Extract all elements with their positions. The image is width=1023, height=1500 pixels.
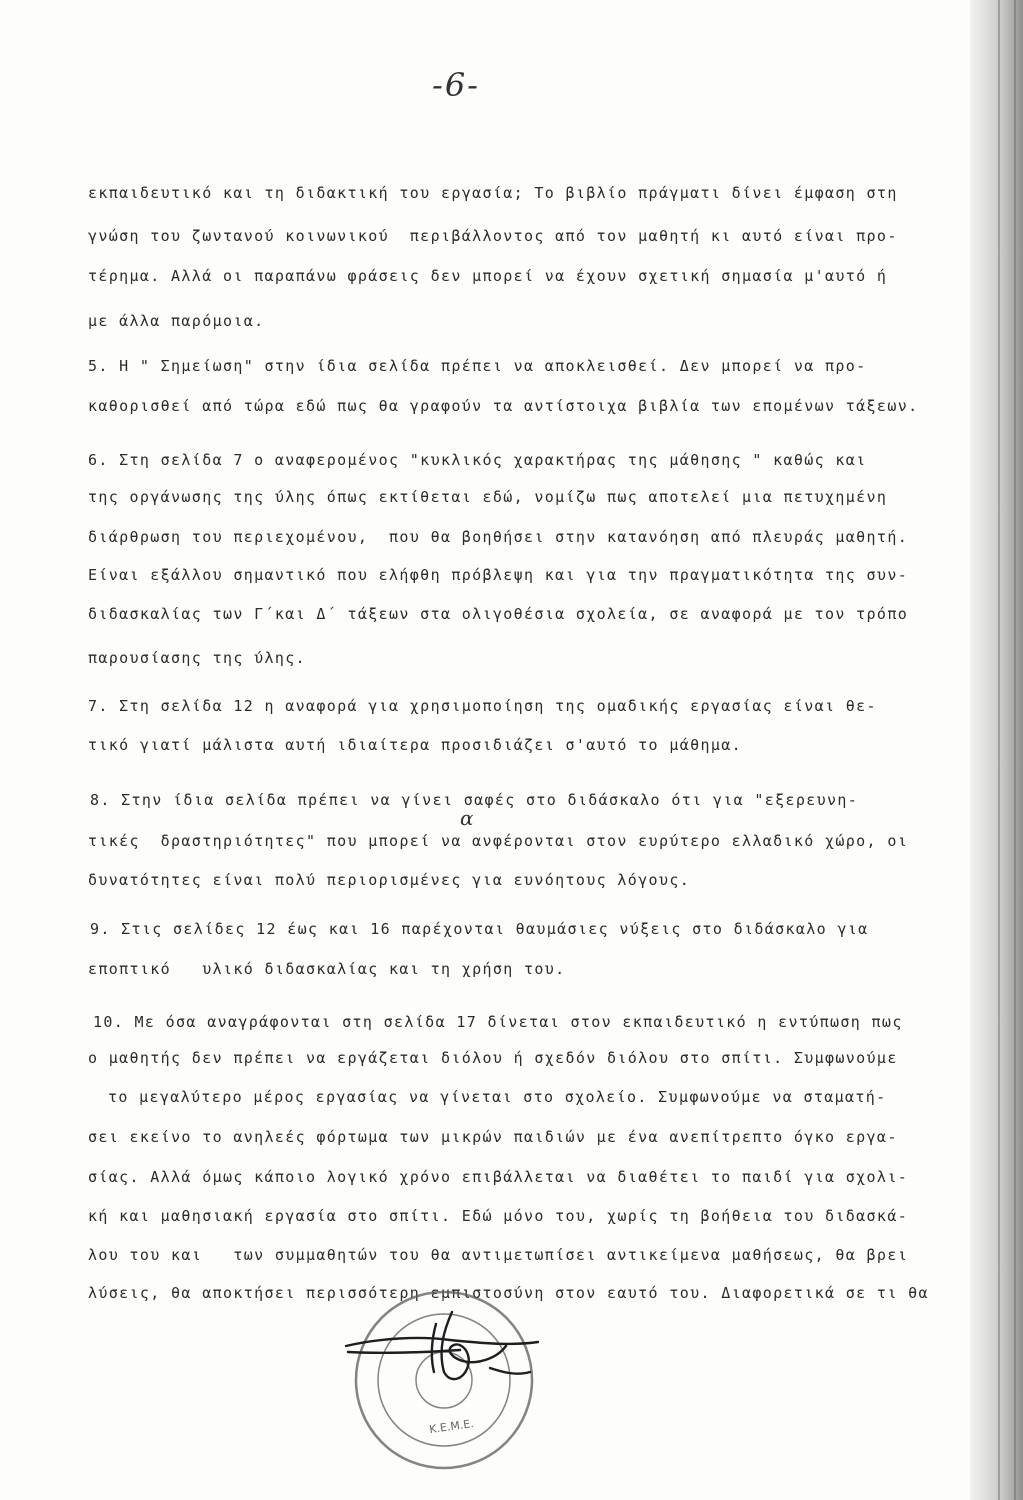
paragraph-7-line: τικό γιατί μάλιστα αυτή ιδιαίτερα προσιδιάζει σ'αυτό το μάθημα. (88, 736, 742, 754)
paragraph-10-line: κή και μαθησιακή εργασία στο σπίτι. Εδώ μόνο του, χωρίς τη βοήθεια του διδασκά- (88, 1207, 909, 1225)
paragraph-6-line: της οργάνωσης της ύλης όπως εκτίθεται εδώ, νομίζω πως αποτελεί μια πετυχημένη (88, 488, 888, 506)
text-line: εκπαιδευτικό και τη διδακτική του εργασία; Το βιβλίο πράγματι δίνει έμφαση στη (88, 184, 898, 202)
page-number: -6- (432, 66, 480, 104)
text-line: με άλλα παρόμοια. (88, 312, 265, 330)
paragraph-9-line: εποπτικό υλικό διδασκαλίας και τη χρήση του. (88, 960, 566, 978)
paragraph-10-line: το μεγαλύτερο μέρος εργασίας να γίνεται στο σχολείο. Συμφωνούμε να σταματή- (108, 1088, 887, 1106)
text-line: γνώση του ζωντανού κοινωνικού περιβάλλοντος από τον μαθητή κι αυτό είναι προ- (88, 227, 898, 245)
paragraph-10-line: λύσεις, θα αποκτήσει περισσότερη εμπιστοσύνη στον εαυτό του. Διαφορετικά σε τι θα (88, 1284, 929, 1302)
paragraph-6-line: διδασκαλίας των Γ΄και Δ΄ τάξεων στα ολιγοθέσια σχολεία, σε αναφορά με τον τρόπο (88, 605, 909, 623)
stamp-label: Κ.Ε.Μ.Ε. (428, 1416, 475, 1437)
paragraph-5-line: καθορισθεί από τώρα εδώ πως θα γραφούν τα αντίστοιχα βιβλία των επομένων τάξεων. (88, 397, 919, 415)
paragraph-6-line: 6. Στη σελίδα 7 ο αναφερομένος "κυκλικός χαρακτήρας της μάθησης " καθώς και (88, 451, 867, 469)
paragraph-7-line: 7. Στη σελίδα 12 η αναφορά για χρησιμοποίηση της ομαδικής εργασίας είναι θε- (88, 697, 877, 715)
paragraph-8-line: 8. Στην ίδια σελίδα πρέπει να γίνει σαφές στο διδάσκαλο ότι για "εξερευνη- (90, 791, 859, 809)
handwritten-correction: α (460, 806, 474, 830)
paragraph-6-line: παρουσίασης της ύλης. (88, 649, 306, 667)
page-edge-line (1014, 0, 1016, 1500)
paragraph-8-line: τικές δραστηριότητες" που μπορεί να ανφέρονται στον ευρύτερο ελλαδικό χώρο, οι (88, 832, 909, 850)
paragraph-5-line: 5. Η " Σημείωση" στην ίδια σελίδα πρέπει να αποκλεισθεί. Δεν μπορεί να προ- (88, 357, 867, 375)
paragraph-10-line: ο μαθητής δεν πρέπει να εργάζεται διόλου ή σχεδόν διόλου στο σπίτι. Συμφωνούμε (88, 1049, 898, 1067)
text-line: τέρημα. Αλλά οι παραπάνω φράσεις δεν μπορεί να έχουν σχετική σημασία μ'αυτό ή (88, 267, 888, 285)
official-stamp (340, 1280, 550, 1480)
paragraph-10-line: σει εκείνο το ανηλεές φόρτωμα των μικρών παιδιών με ένα ανεπίτρεπτο όγκο εργα- (88, 1128, 898, 1146)
paragraph-9-line: 9. Στις σελίδες 12 έως και 16 παρέχονται θαυμάσιες νύξεις στο διδάσκαλο για (90, 920, 869, 938)
paragraph-8-line: δυνατότητες είναι πολύ περιορισμένες για ευνόητους λόγους. (88, 871, 691, 889)
stamp-rings (356, 1292, 532, 1468)
page-edge-line (998, 0, 1000, 1500)
paragraph-6-line: Είναι εξάλλου σημαντικό που ελήφθη πρόβλεψη και για την πραγματικότητα της συν- (88, 566, 909, 584)
paragraph-10-line: 10. Με όσα αναγράφονται στη σελίδα 17 δίνεται στον εκπαιδευτικό η εντύπωση πως (93, 1013, 903, 1031)
paragraph-6-line: διάρθρωση του περιεχομένου, που θα βοηθήσει στην κατανόηση από πλευράς μαθητή. (88, 528, 909, 546)
paragraph-10-line: σίας. Αλλά όμως κάποιο λογικό χρόνο επιβάλλεται να διαθέτει το παιδί για σχολι- (88, 1168, 909, 1186)
paragraph-10-line: λου του και των συμμαθητών του θα αντιμετωπίσει αντικείμενα μαθήσεως, θα βρει (88, 1246, 909, 1264)
